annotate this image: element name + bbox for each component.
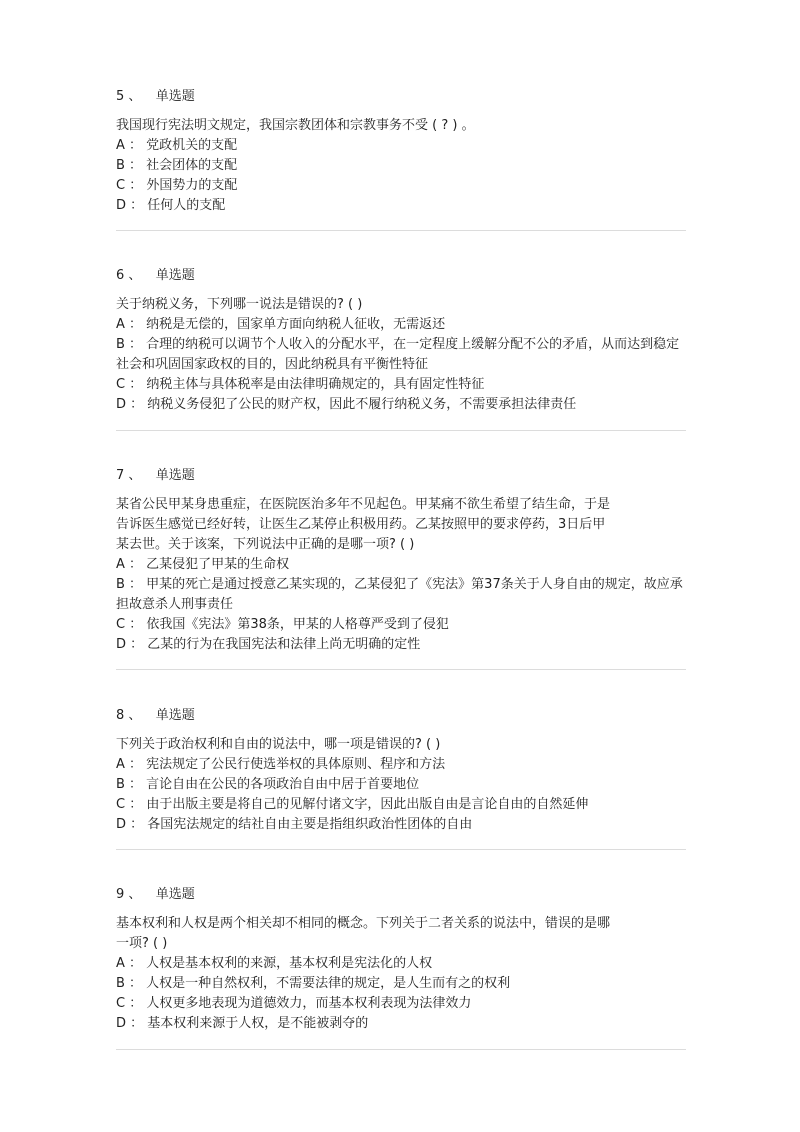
- question-separator: 、: [128, 468, 142, 483]
- question-stem-line: 告诉医生感觉已经好转，让医生乙某停止积极用药。乙某按照甲的要求停药，3日后甲: [116, 517, 606, 532]
- question-stem-line: 我国现行宪法明文规定，我国宗教团体和宗教事务不受 ( ? ) 。: [116, 118, 475, 133]
- question-header: [116, 466, 686, 486]
- question-header: [116, 266, 686, 286]
- option-c: C ： 依我国《宪法》第38条，甲某的人格尊严受到了侵犯: [116, 617, 449, 632]
- question-header: [116, 706, 686, 726]
- option-c: C ： 纳税主体与具体税率是由法律明确规定的，具有固定性特征: [116, 377, 485, 392]
- question-type: 单选题: [155, 468, 195, 483]
- question-divider: [116, 1049, 686, 1050]
- question-stem-line: 一项? ( ): [116, 936, 168, 951]
- question-8: [116, 706, 686, 835]
- question-number: 7: [116, 468, 125, 483]
- question-9: [116, 885, 686, 1034]
- option-c: C ： 由于出版主要是将自己的见解付诸文字，因此出版自由是言论自由的自然延伸: [116, 797, 589, 812]
- option-a: A ： 人权是基本权利的来源，基本权利是宪法化的人权: [116, 956, 433, 971]
- option-b: B ： 言论自由在公民的各项政治自由中居于首要地位: [116, 777, 420, 792]
- option-d: D ： 各国宪法规定的结社自由主要是指组织政治性团体的自由: [116, 817, 473, 832]
- question-separator: 、: [128, 268, 142, 283]
- question-5: [116, 87, 686, 216]
- option-d: D ： 纳税义务侵犯了公民的财产权，因此不履行纳税义务，不需要承担法律责任: [116, 397, 577, 412]
- option-b: B ： 人权是一种自然权利，不需要法律的规定，是人生而有之的权利: [116, 976, 511, 991]
- question-divider: [116, 430, 686, 431]
- option-d: D ： 任何人的支配: [116, 198, 226, 213]
- option-b: B ： 甲某的死亡是通过授意乙某实现的，乙某侵犯了《宪法》第37条关于人身自由的规定，故应承担故意杀人刑事责任: [116, 577, 683, 612]
- option-d: D ： 基本权利来源于人权，是不能被剥夺的: [116, 1016, 369, 1031]
- question-7: [116, 466, 686, 655]
- question-stem-line: 某去世。关于该案，下列说法中正确的是哪一项? ( ): [116, 537, 415, 552]
- question-stem-line: 关于纳税义务，下列哪一说法是错误的? ( ): [116, 297, 363, 312]
- option-c: C ： 人权更多地表现为道德效力，而基本权利表现为法律效力: [116, 996, 472, 1011]
- option-b: B ： 合理的纳税可以调节个人收入的分配水平，在一定程度上缓解分配不公的矛盾，从而达到稳定社会和巩固国家政权的目的，因此纳税具有平衡性特征: [116, 337, 680, 372]
- question-number: 8: [116, 708, 125, 723]
- option-a: A ： 纳税是无偿的，国家单方面向纳税人征收，无需返还: [116, 317, 446, 332]
- question-separator: 、: [128, 708, 142, 723]
- option-a: A ： 宪法规定了公民行使选举权的具体原则、程序和方法: [116, 757, 446, 772]
- question-stem-line: 某省公民甲某身患重症，在医院医治多年不见起色。甲某痛不欲生希望了结生命，于是: [116, 497, 611, 512]
- question-header: [116, 87, 686, 107]
- question-divider: [116, 669, 686, 670]
- question-type: 单选题: [155, 708, 195, 723]
- question-number: 6: [116, 268, 125, 283]
- option-d: D ： 乙某的行为在我国宪法和法律上尚无明确的定性: [116, 637, 421, 652]
- question-header: [116, 885, 686, 905]
- option-a: A ： 乙某侵犯了甲某的生命权: [116, 557, 290, 572]
- option-b: B ： 社会团体的支配: [116, 158, 238, 173]
- option-a: A ： 党政机关的支配: [116, 138, 238, 153]
- question-stem-line: 下列关于政治权利和自由的说法中，哪一项是错误的? ( ): [116, 737, 441, 752]
- question-6: [116, 266, 686, 415]
- question-separator: 、: [128, 89, 142, 104]
- question-separator: 、: [128, 887, 142, 902]
- question-type: 单选题: [155, 89, 195, 104]
- question-divider: [116, 230, 686, 231]
- question-type: 单选题: [155, 887, 195, 902]
- question-stem-line: 基本权利和人权是两个相关却不相同的概念。下列关于二者关系的说法中，错误的是哪: [116, 916, 611, 931]
- option-c: C ： 外国势力的支配: [116, 178, 238, 193]
- question-divider: [116, 849, 686, 850]
- question-type: 单选题: [155, 268, 195, 283]
- question-number: 9: [116, 887, 125, 902]
- question-number: 5: [116, 89, 125, 104]
